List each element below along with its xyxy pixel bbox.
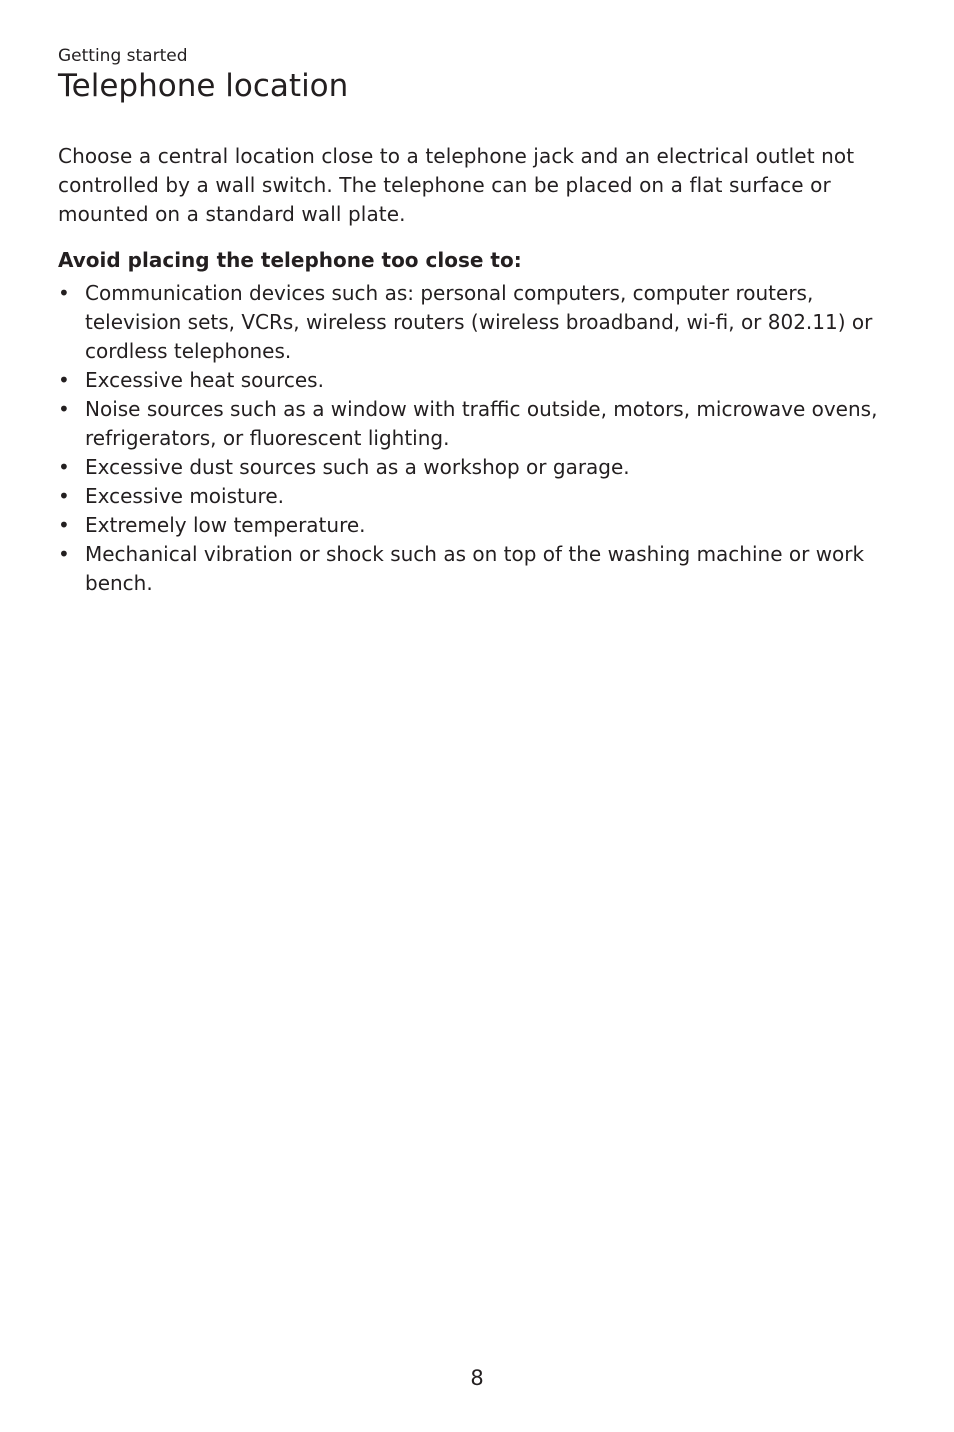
list-item-text: Excessive dust sources such as a workshop or garage. bbox=[85, 455, 630, 479]
avoid-list bbox=[58, 279, 908, 598]
list-item bbox=[58, 279, 908, 366]
list-item bbox=[58, 482, 908, 511]
list-item bbox=[58, 540, 908, 598]
page-title: Telephone location bbox=[58, 68, 349, 104]
bullet-icon: • bbox=[58, 368, 70, 392]
list-item-text: Communication devices such as: personal computers, computer routers, television sets, VCRs, wireless routers (wireless broadband, wi-fi, or 802.11) or cordless telephones. bbox=[85, 281, 873, 363]
bullet-icon: • bbox=[58, 397, 70, 421]
bullet-icon: • bbox=[58, 455, 70, 479]
intro-paragraph: Choose a central location close to a telephone jack and an electrical outlet not controlled by a wall switch. The telephone can be placed on a flat surface or mounted on a standard wall plate. bbox=[58, 144, 855, 226]
section-label: Getting started bbox=[58, 46, 188, 66]
list-item bbox=[58, 453, 908, 482]
list-item-text: Excessive moisture. bbox=[85, 484, 284, 508]
list-item-text: Extremely low temperature. bbox=[85, 513, 366, 537]
page-number: 8 bbox=[470, 1366, 484, 1390]
list-item bbox=[58, 366, 908, 395]
bullet-icon: • bbox=[58, 484, 70, 508]
list-item bbox=[58, 511, 908, 540]
list-item bbox=[58, 395, 908, 453]
document-page bbox=[58, 44, 908, 595]
bullet-icon: • bbox=[58, 542, 70, 566]
list-item-text: Mechanical vibration or shock such as on top of the washing machine or work bench. bbox=[85, 542, 865, 595]
list-item-text: Excessive heat sources. bbox=[85, 368, 324, 392]
bullet-icon: • bbox=[58, 513, 70, 537]
list-item-text: Noise sources such as a window with traffic outside, motors, microwave ovens, refrigerators, or fluorescent lighting. bbox=[85, 397, 878, 450]
bullet-icon: • bbox=[58, 281, 70, 305]
avoid-heading: Avoid placing the telephone too close to: bbox=[58, 248, 522, 272]
